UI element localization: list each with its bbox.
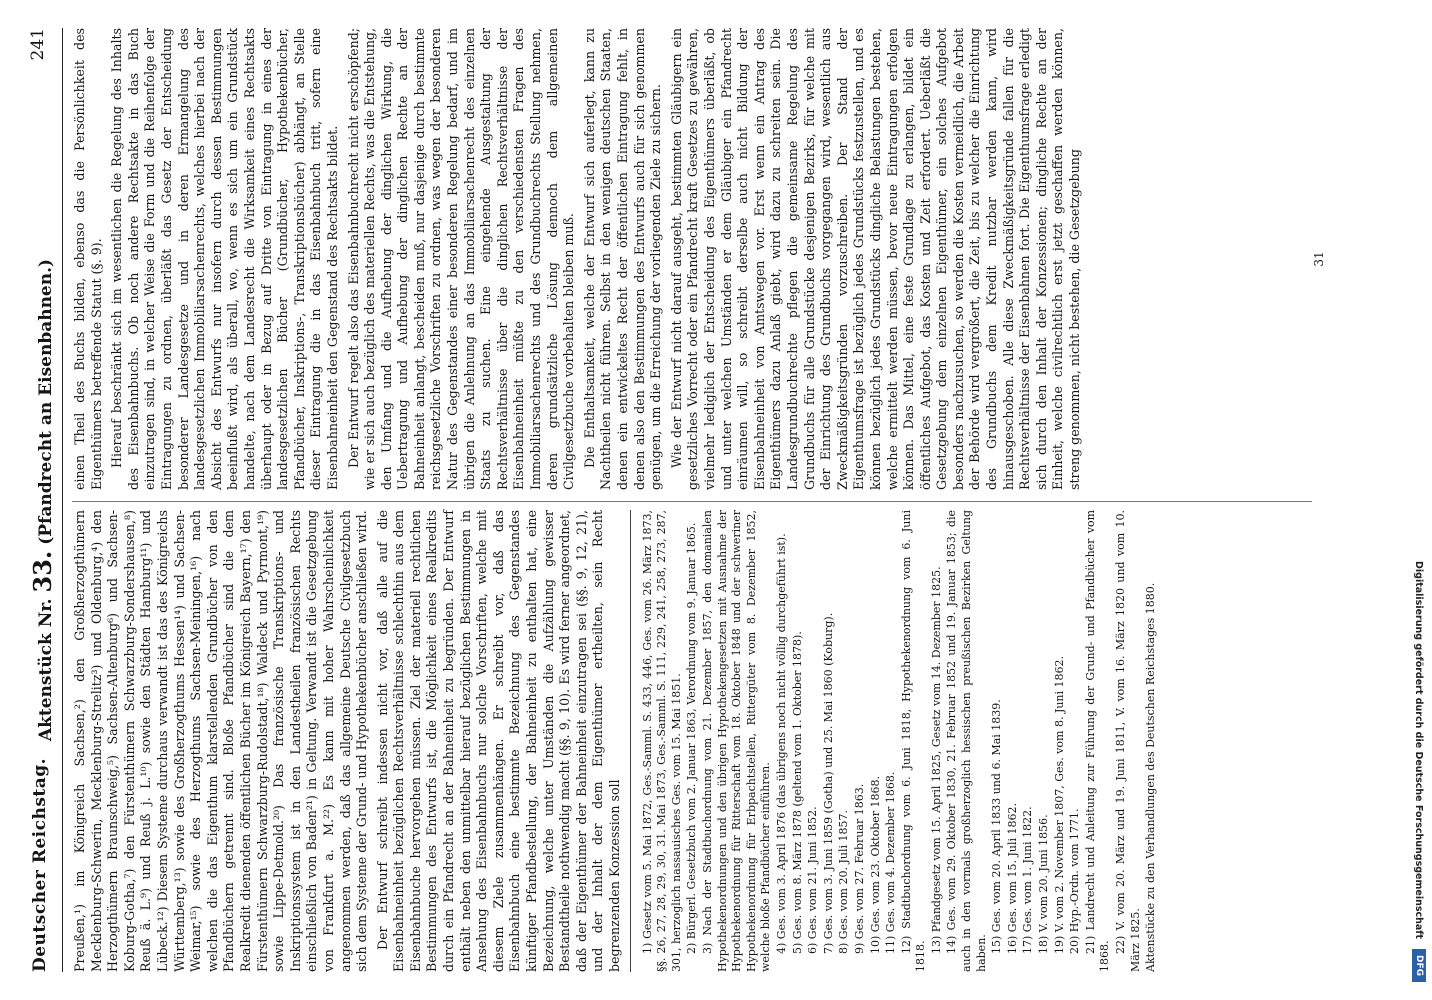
footnote: 15) Ges. vom 20. April 1833 und 6. Mai 1839. bbox=[990, 699, 1004, 954]
right-paragraph: Die Enthaltsamkeit, welche der Entwurf sich auferlegt, kann zu Nachtheilen nicht führen. Selbst in den wenigen deutschen Staaten, denen ein entwickeltes Recht der öffentlichen Eintragung fehlt, in denen also den Bestimmungen des Entwurfs auch für sich genommen genügen, um die Erreichung der vorliegenden Ziele zu sichern. bbox=[581, 28, 664, 490]
footnote: 6) Ges. vom 21. Juni 1852. bbox=[806, 806, 820, 954]
header-document-label: Aktenstück Nr. bbox=[36, 598, 56, 742]
footnote: 4) Ges. vom 3. April 1876 (das übrigens noch nicht völlig durchgeführt ist). bbox=[774, 533, 788, 954]
header-document-number: 33. bbox=[28, 550, 57, 593]
dfg-logo: DFG bbox=[1412, 949, 1426, 982]
header-subject: (Pfandrecht an Eisenbahnen.) bbox=[36, 258, 56, 545]
footnote: 3) Nach der Stadtbuchordnung vom 21. Dezember 1857, den domanialen Hypothekenordnungen und den übrigen Hypothekengesetzen mit Ausnahme der Hypothekenordnung für Ritterschaft vom 18. Oktober 1848 und der schweriner Hypothekenordnung für Erbpachtstellen, Rittergüter vom 8. Dezember 1852, welche bloße Pfandbücher einführen. bbox=[700, 510, 773, 972]
left-column bbox=[72, 510, 1160, 972]
footnote: 21) Landrecht und Anleitung zur Führung der Grund- und Pfandbücher vom 1868. bbox=[1083, 510, 1112, 972]
column-divider bbox=[72, 501, 1312, 502]
footnote: 13) Pfandgesetz vom 15. April 1825, Gesetz vom 14. Dezember 1825. bbox=[929, 566, 943, 954]
footnote: 1) Gesetz vom 5. Mai 1872, Ges.-Samml. S. 433, 446, Ges. vom 26. März 1873, §§. 26, 27, 28, 29, 30, 31. Mai 1873, Ges.-Samml. S. 111, 229, 241, 258, 273, 287, 301, herzoglich nassauisches Ges. vom 15. Mai 1851. bbox=[640, 510, 683, 972]
footnote: 12) Stadtbuchordnung vom 6. Juni 1818, Hypothekenordnung vom 6. Juni 1818. bbox=[899, 510, 928, 972]
footnote: 10) Ges. vom 23. Oktober 1868. bbox=[868, 776, 882, 954]
footnote: 20) Hyp.-Ordn. vom 1771. bbox=[1068, 808, 1082, 954]
signature-mark: 31 bbox=[1312, 251, 1326, 267]
footnote: 8) Ges. vom 20. Juli 1857. bbox=[837, 810, 851, 954]
left-paragraph: Preußen,¹) im Königreich Sachsen,²) den Großherzogthümern Mecklenburg-Schwerin, Mecklenburg-Strelitz³) und Oldenburg,⁴) den Herzogthümern Braunschweig,⁵) Sachsen-Altenburg⁶) und Sachsen-Koburg-Gotha,⁷) den Fürstenthümern Schwarzburg-Sondershausen,⁸) Reuß ä. L.⁹) und Reuß j. L.¹⁰) sowie den Städten Hamburg¹¹) und Lübeck.¹²) Diesem Systeme durchaus verwandt ist das des Königreichs Württemberg,¹³) sowie des Großherzogthums Hessen¹⁴) und Sachsen-Weimar,¹⁵) sowie des Herzogthums Sachsen-Meiningen,¹⁶) nach welchen die das Eigenthum klarstellenden Grundbücher von den Pfandbüchern getrennt sind. Bloße Pfandbücher sind die dem Realkredit dienenden öffentlichen Bücher im Königreich Bayern,¹⁷) den Fürstenthümern Schwarzburg-Rudolstadt,¹⁸) Waldeck und Pyrmont,¹⁹) sowie Lippe-Detmold.²⁰) Das französische Transkriptions- und Inskriptionssystem ist in den Landestheilen französischen Rechts einschließlich von Baden²¹) in Geltung. Verwandt ist die Gesetzgebung von Frankfurt a. M.²²) Es kann mit hoher Wahrscheinlichkeit angenommen werden, daß das allgemeine Deutsche Civilgesetzbuch sich dem Systeme der Grund- und Hypothekenbücher anschließen wird. bbox=[72, 510, 370, 972]
header-publication: Deutscher Reichstag. bbox=[30, 757, 50, 972]
dfg-watermark bbox=[1406, 0, 1432, 1000]
right-paragraph: Hierauf beschränkt sich im wesentlichen die Regelung des Inhalts des Eisenbahnbuchs. Ob noch andere Rechtsakte in das Buch einzutragen sind, in welcher Weise die Form und die Reihenfolge der Eintragungen zu ordnen, überläßt das Gesetz der Entscheidung besonderer Landesgesetze und in deren Ermangelung des landesgesetzlichen Immobiliarsachenrechts, welches hierbei nach der Absicht des Entwurfs nur insofern durch dessen Bestimmungen beeinflußt wird, als überall, wo, wenn es sich um ein Grundstück handelte, nach dem Landesrecht die Wirksamkeit eines Rechtsakts überhaupt oder in Bezug auf Dritte von Eintragung in eines der landesgesetzlichen Bücher (Grundbücher, Hypothekenbücher, Pfandbücher, Inskriptions-, Transkriptionsbücher) abhängt, an Stelle dieser Eintragung die in das Eisenbahnbuch tritt, sofern eine Eisenbahneinheit den Gegenstand des Rechtsakts bildet. bbox=[109, 28, 340, 490]
page-number: 241 bbox=[28, 28, 48, 61]
footnote: 9) Ges. vom 27. Februar 1863. bbox=[852, 783, 866, 954]
footnote: 5) Ges. vom 8. März 1878 (geltend vom 1. Oktober 1878). bbox=[790, 631, 804, 954]
watermark-text: Digitalisierung gefördert durch die Deutsche Forschungsgemeinschaft bbox=[1413, 561, 1425, 939]
publication-footer: Aktenstücke zu den Verhandlungen des Deutschen Reichstages 1880. bbox=[1144, 582, 1158, 972]
right-column bbox=[72, 28, 1088, 490]
footnote: 16) Ges. vom 15. Juli 1862. bbox=[1005, 803, 1019, 954]
footnote: 2) Bürgerl. Gesetzbuch vom 2. Januar 1863, Verordnung vom 9. Januar 1865. bbox=[685, 522, 699, 954]
footnote-rule bbox=[630, 510, 631, 972]
footnote: 17) Ges. vom 1. Juni 1822. bbox=[1021, 806, 1035, 954]
header-rule bbox=[62, 28, 63, 972]
footnote: 7) Ges. vom 3. Juni 1859 (Gotha) und 25. Mai 1860 (Koburg). bbox=[821, 612, 835, 954]
footnote: 19) V. vom 2. November 1807, Ges. vom 8. Juni 1862. bbox=[1052, 655, 1066, 954]
footnote: 11) Ges. vom 4. Dezember 1868. bbox=[884, 771, 898, 954]
right-paragraph: Der Entwurf regelt also das Eisenbahnbuchrecht nicht erschöpfend; wie er sich auch bezüglich des materiellen Rechts, was die Entstehung, den Umfang und die Aufhebung der dinglichen Wirkung, die Uebertragung und Aufhebung der dinglichen Rechte an der Bahneinheit anlangt, bescheiden muß, nur dasjenige durch bestimmte reichsgesetzliche Vorschriften zu ordnen, was wegen der besonderen Natur des Gegenstandes einer besonderen Regelung bedarf, und im übrigen die Anlehnung an das Immobiliarsachenrecht des einzelnen Staats zu suchen. Eine eingehende Ausgestaltung der Rechtsverhältnisse über die dinglichen Rechtsverhältnisse der Eisenbahneinheit müßte zu den verschiedensten Fragen des Immobiliarsachenrechts und des Grundbuchrechts Stellung nehmen, deren grundsätzliche Lösung dennoch dem allgemeinen Civilgesetzbuche vorbehalten bleiben muß. bbox=[345, 28, 577, 490]
footnote: 14) Ges. vom 29. Oktober 1830, 21. Februar 1852 und 19. Januar 1853; die auch in den vormals großherzoglich hessischen preußischen Bezirken Geltung haben. bbox=[945, 510, 988, 972]
header-center bbox=[28, 28, 57, 972]
right-paragraph: Wie der Entwurf nicht darauf ausgeht, bestimmten Gläubigern ein gesetzliches Vorrecht oder ein Pfandrecht kraft Gesetzes zu gewähren, vielmehr lediglich der Entscheidung des Eigenthümers überläßt, ob und unter welchen Umständen er dem Gläubiger ein Pfandrecht einräumen will, so schreibt derselbe auch nicht Bildung der Eisenbahneinheit von Amtswegen vor. Erst wenn ein Antrag des Eigenthümers dazu Anlaß giebt, wird dazu zu schreiten sein. Die Landesgrundbuchrechte pflegen die gemeinsame Regelung des Grundbuchs für alle Grundstücke desjenigen Bezirks, für welche mit der Einrichtung des Grundbuchs vorgegangen wird, wesentlich aus Zweckmäßigkeitsgründen vorzuschreiben. Der Stand der Eigenthumsfrage ist bezüglich jedes Grundstücks festzustellen, und es können bezüglich jedes Grundstücks dingliche Belastungen bestehen, welche ermittelt werden müssen, bevor neue Eintragungen erfolgen können. Das Mittel, eine feste Grundlage zu erlangen, bildet ein öffentliches Aufgebot, das Kosten und Zeit erfordert. Ueberläßt die Gesetzgebung dem einzelnen Eigenthümer, ein solches Aufgebot besonders nachzusuchen, so werden die Kosten vermeidlich, die Arbeit der Behörde wird vergrößert, die Zeit, bis zu welcher die Einrichtung des Grundbuchs dem Kredit nutzbar werden kann, wird hinausgeschoben. Alle diese Zweckmäßigkeitsgründe fallen für die Rechtsverhältnisse der Eisenbahnen fort. Die Eigenthumsfrage erledigt sich durch den Inhalt der Konzessionen; dingliche Rechte an der Einheit, welche civilrechtlich erst jetzt geschaffen werden können, streng genommen, nicht bestehen, die Gesetzgebung bbox=[668, 28, 1083, 490]
right-paragraph: einen Theil des Buchs bilden, ebenso das die Persönlichkeit des Eigenthümers betreffende Statut (§. 9). bbox=[72, 28, 104, 490]
left-paragraph: Der Entwurf schreibt indessen nicht vor, daß alle auf die Eisenbahneinheit bezüglichen Rechtsverhältnisse schlechthin aus dem Eisenbahnbuche hervorgehen müssen. Ziel der materiell rechtlichen Bestimmungen des Entwurfs ist, die Möglichkeit eines Realkredits durch ein Pfandrecht an der Bahneinheit zu begründen. Der Entwurf enthält neben den unmittelbar hierauf bezüglichen Bestimmungen in Ansehung des Eisenbahnbuchs nur solche Vorschriften, welche mit diesem Ziele zusammenhängen. Er schreibt vor, daß das Eisenbahnbuch eine bestimmte Bezeichnung des Gegenstandes künftiger Pfandbestellung, der Bahneinheit zu enthalten hat, eine Bezeichnung, welche unter Umständen die Aufzählung gewisser Bestandtheile nothwendig macht (§§. 9, 10). Es wird ferner angeordnet, daß der Eigenthümer der Bahneinheit einzutragen sei (§§. 9, 12, 21), und der Inhalt der dem Eigenthümer ertheilten, sein Recht begrenzenden Konzession soll bbox=[374, 510, 622, 972]
footnote: 18) V. vom 20. Juni 1856. bbox=[1037, 814, 1051, 954]
page-header bbox=[22, 28, 62, 972]
footnotes bbox=[641, 510, 1159, 972]
footnote: 22) V. vom 20. März und 19. Juni 1811, V. vom 16. März 1820 und vom 10. März 1825. bbox=[1114, 510, 1142, 972]
